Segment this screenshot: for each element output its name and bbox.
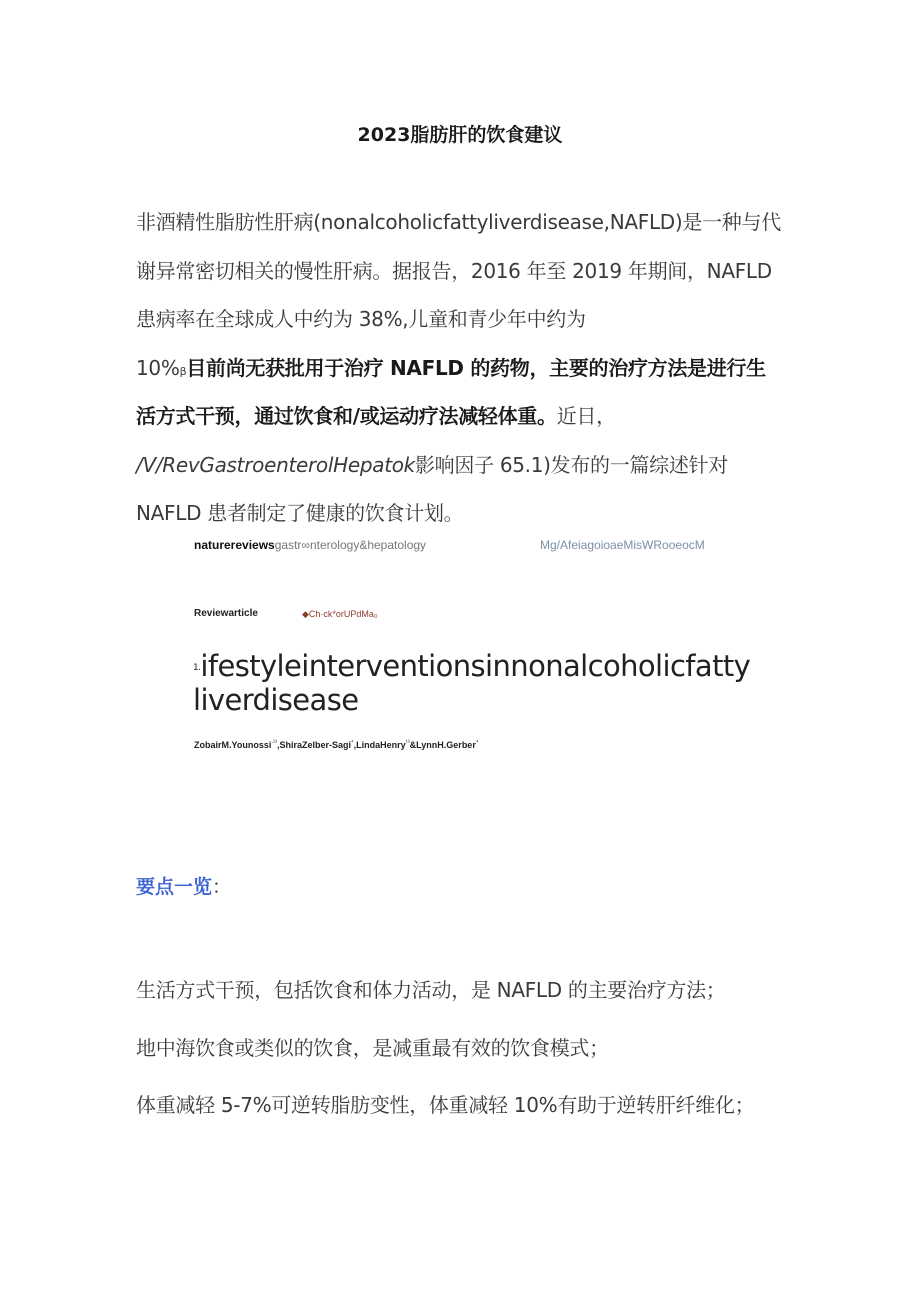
intro-line-4 (136, 352, 766, 381)
key-points-label: 要点一览 (136, 876, 213, 898)
article-title-prefix: 1. (193, 663, 201, 673)
author-1-sup: ∙¹³ (271, 740, 278, 746)
key-point-item: 生活方式干预，包括饮食和体力活动，是 NAFLD 的主要治疗方法； (136, 978, 726, 1002)
check-updates-badge: ◆Ch·ck*orUPdMa₀ (302, 609, 378, 619)
author-3-sup: ¹³ (405, 740, 410, 746)
intro-recent: 近日， (556, 404, 616, 428)
journal-name-bold: naturereviews (194, 538, 275, 552)
intro-line-5 (136, 400, 616, 429)
key-point-item: 地中海饮食或类似的饮食，是减重最有效的饮食模式； (136, 1036, 609, 1060)
review-article-label: Reviewarticle (194, 608, 258, 619)
journal-right-text: Mg/AfeiagoioaeMisWRooeocM (540, 538, 705, 552)
intro-bold-1: 目前尚无获批用于治疗 NAFLD 的药物，主要的治疗方法是进行生 (186, 356, 766, 380)
intro-bold-2: 活方式干预，通过饮食和/或运动疗法减轻体重。 (136, 404, 557, 428)
journal-name-rest: gastr∞nterology&hepatology (274, 538, 427, 552)
author-1: ZobairM.Younossi (194, 740, 272, 750)
journal-name (194, 538, 426, 552)
intro-sub: β (179, 365, 187, 378)
intro-line-2: 谢异常密切相关的慢性肝病。据报告，2016 年至 2019 年期间，NAFLD (136, 259, 772, 283)
intro-line-1: 非酒精性脂肪性肝病(nonalcoholicfattyliverdisease,NAFLD)是一种与代 (136, 210, 781, 234)
intro-percent: 10% (136, 356, 180, 380)
intro-line-6 (136, 449, 728, 478)
author-3: ,LindaHenry (353, 740, 406, 750)
author-4-sup: ⁴ (475, 740, 479, 746)
article-authors (194, 740, 478, 750)
article-title-line-1 (193, 648, 750, 686)
intro-impact: 影响因子 65.1)发布的一篇综述针对 (414, 453, 728, 477)
author-4: &LynnH.Gerber (409, 740, 476, 750)
key-points-heading (136, 872, 231, 899)
author-2-sup: ⁴ (351, 740, 354, 746)
page-title: 2023脂肪肝的饮食建议 (357, 124, 563, 146)
key-points-colon: ： (212, 876, 232, 898)
author-2: ,ShiraZelber-Sagi (277, 740, 352, 750)
journal-citation: /V/RevGastroenterolHepatok (136, 453, 415, 477)
intro-line-3: 患病率在全球成人中约为 38%,儿童和青少年中约为 (136, 307, 586, 331)
intro-line-7: NAFLD 患者制定了健康的饮食计划。 (136, 501, 464, 525)
key-point-item: 体重减轻 5-7%可逆转脂肪变性，体重减轻 10%有助于逆转肝纤维化； (136, 1093, 755, 1117)
article-title-text-1: ifestyleinterventionsinnonalcoholicfatty (200, 649, 751, 683)
article-title-line-2: liverdisease (193, 683, 359, 717)
article-header-image (190, 530, 790, 760)
